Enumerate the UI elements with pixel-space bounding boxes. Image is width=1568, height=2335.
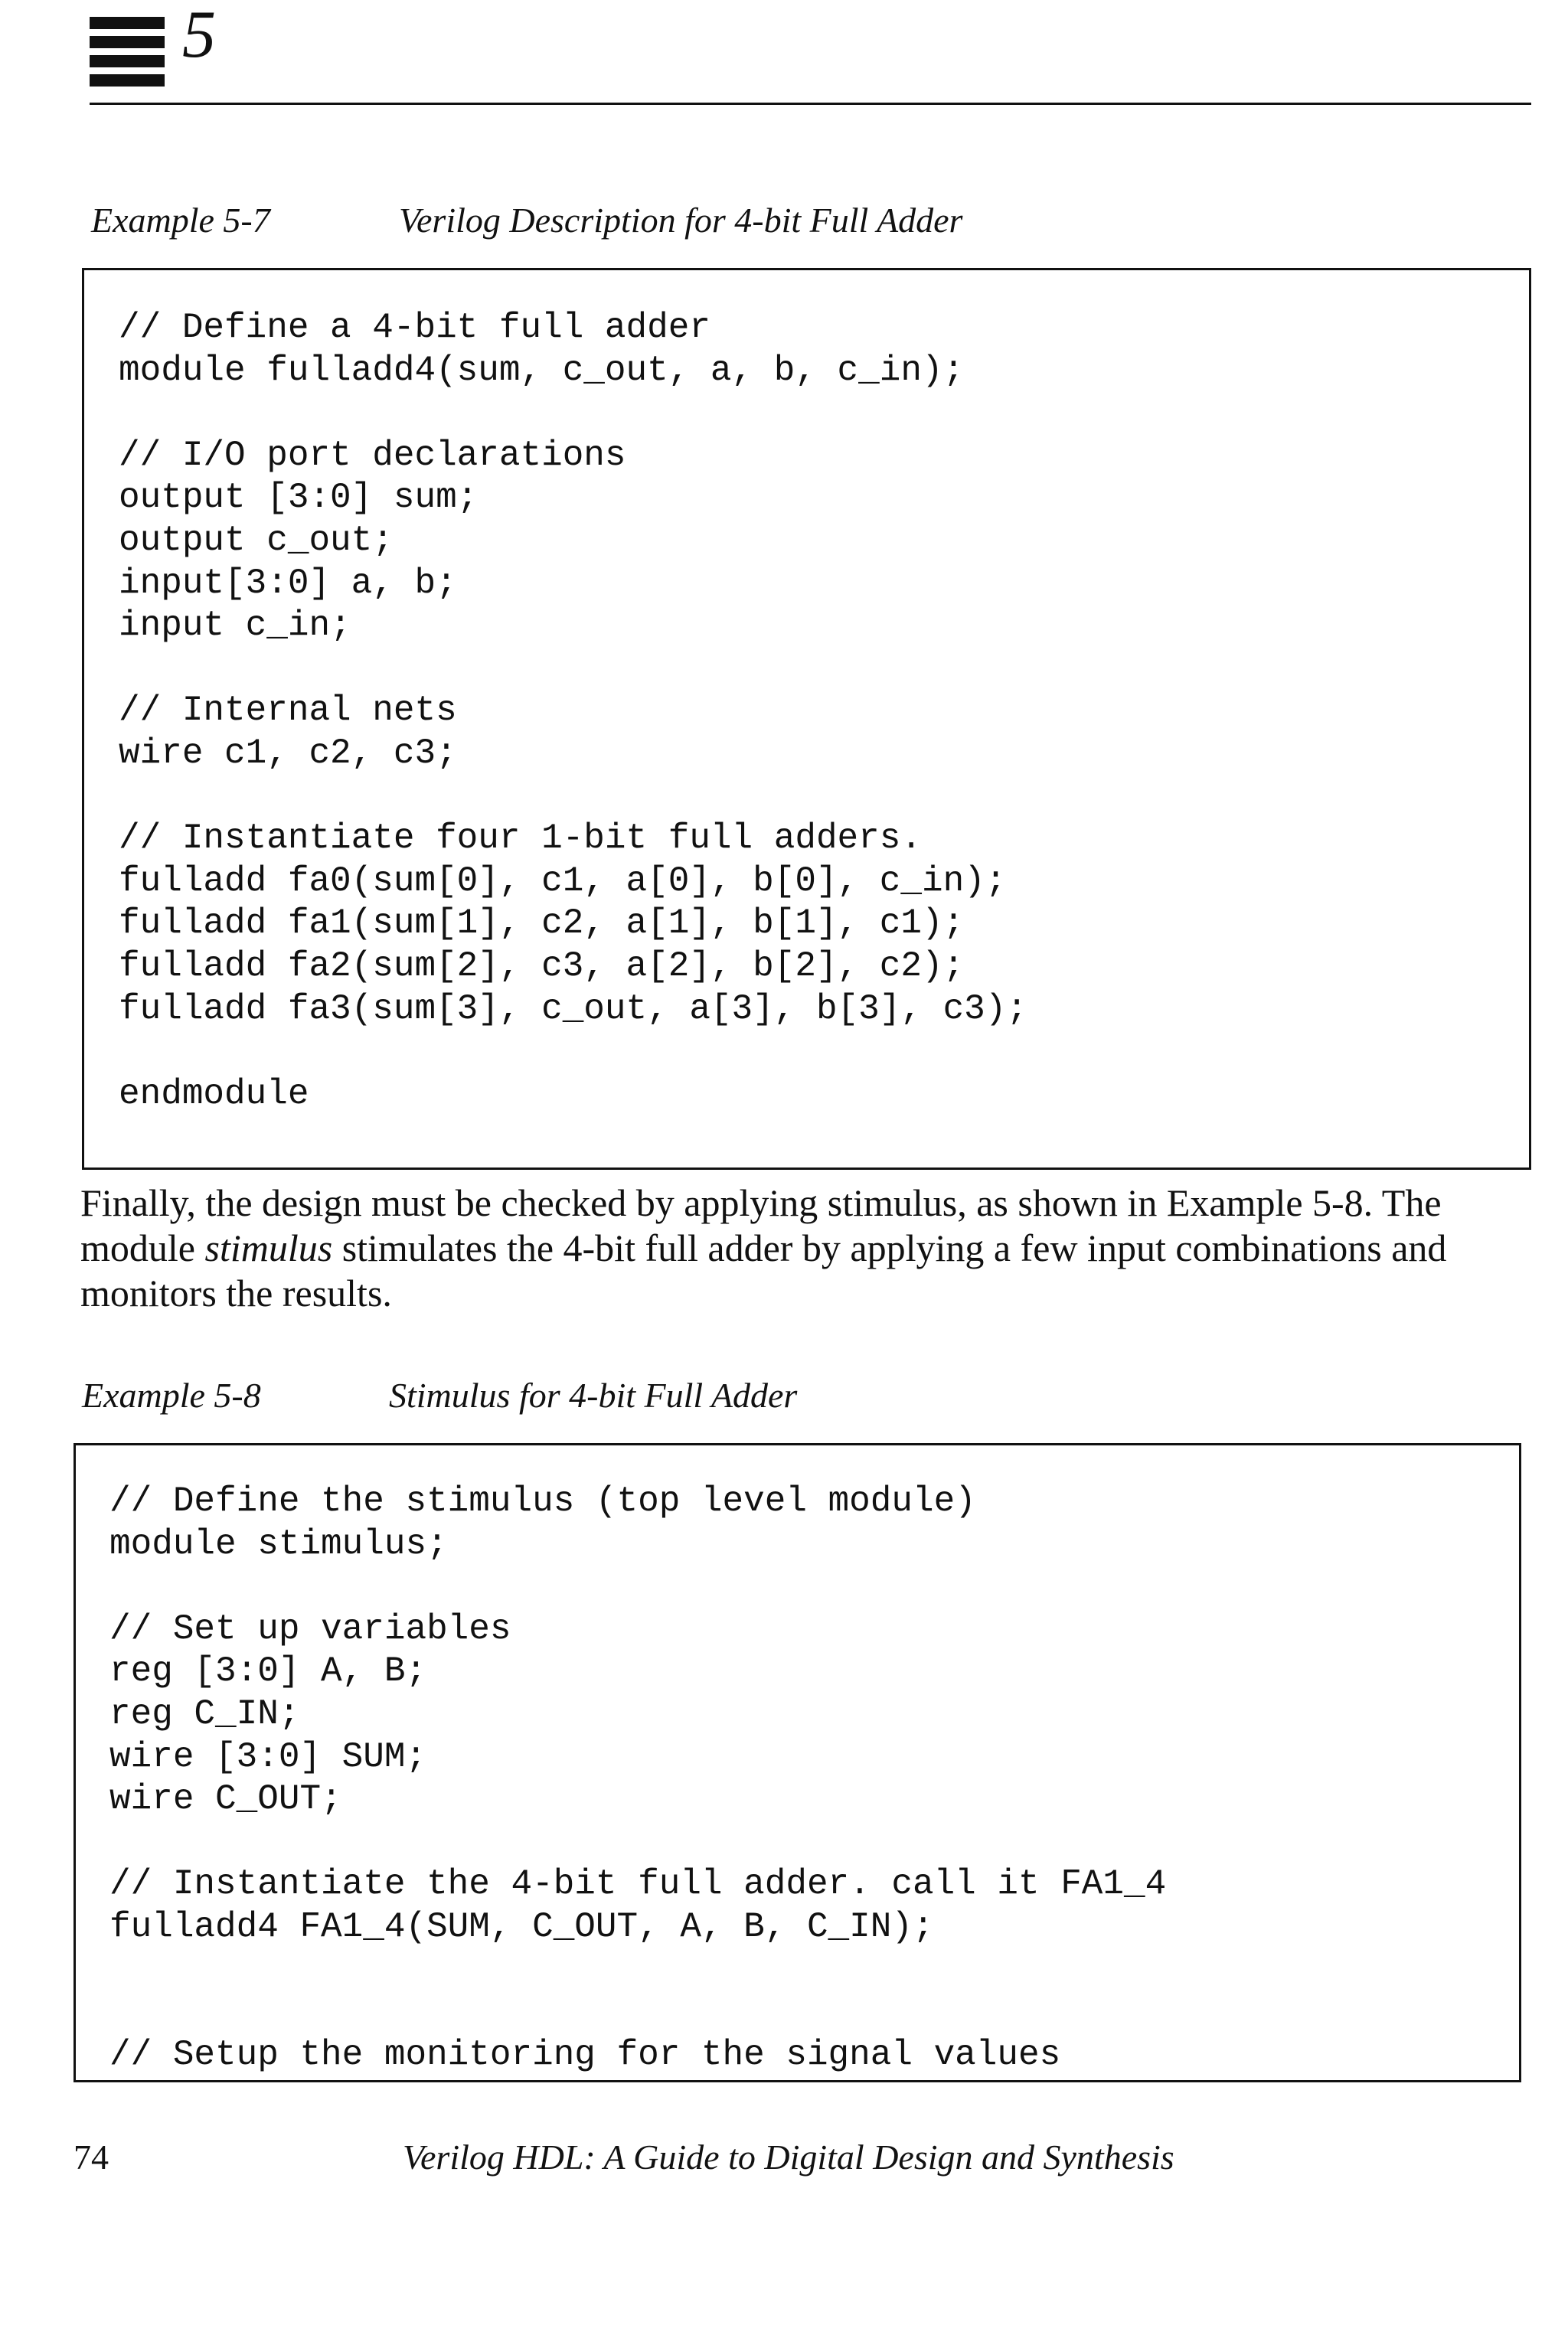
running-footer-title: Verilog HDL: A Guide to Digital Design and Synthesis (403, 2137, 1174, 2177)
paragraph-text-end: stimulates the 4-bit full adder by applying a few input combinations and monitors the results. (80, 1226, 1447, 1314)
paragraph-emphasis: stimulus (204, 1226, 333, 1269)
example-label: Example 5-7 (91, 201, 270, 240)
chapter-mark-icon (90, 17, 165, 93)
code-listing: // Define a 4-bit full adder module fulladd4(sum, c_out, a, b, c_in); // I/O port declarations output [3:0] sum; output c_out; input[3:0] a, b; input c_in; // Internal nets wire c1, c2, c3; // Instantiate four 1-bit full adders. fulladd fa0(sum[0], c1, a[0], b[0], c_in); fulladd fa1(sum[1], c2, a[1], b[1], c1); fulladd fa2(sum[2], c3, a[2], b[2], c2); fulladd fa3(sum[3], c_out, a[3], b[3], c3); endmodule (119, 308, 1027, 1114)
example-title: Verilog Description for 4-bit Full Adder (399, 201, 963, 240)
paragraph-text: Finally, the design must be checked by applying stimulus, as shown in Example 5-8. The module (80, 1181, 1442, 1269)
page-number: 74 (74, 2137, 109, 2177)
code-listing: // Define the stimulus (top level module) module stimulus; // Set up variables reg [3:0] A, B; reg C_IN; wire [3:0] SUM; wire C_OUT; // Instantiate the 4-bit full adder. call it FA1_4 fulladd4 FA1_4(SUM, C_OUT, A, B, C_IN); // Setup the monitoring for the signal values (109, 1481, 1167, 2075)
body-paragraph (80, 1181, 1535, 1316)
header-rule (90, 103, 1531, 105)
example-title: Stimulus for 4-bit Full Adder (389, 1376, 798, 1415)
code-listing-box (82, 268, 1531, 1170)
chapter-number: 5 (182, 0, 216, 72)
example-label: Example 5-8 (82, 1376, 261, 1415)
code-listing-box (74, 1443, 1521, 2082)
